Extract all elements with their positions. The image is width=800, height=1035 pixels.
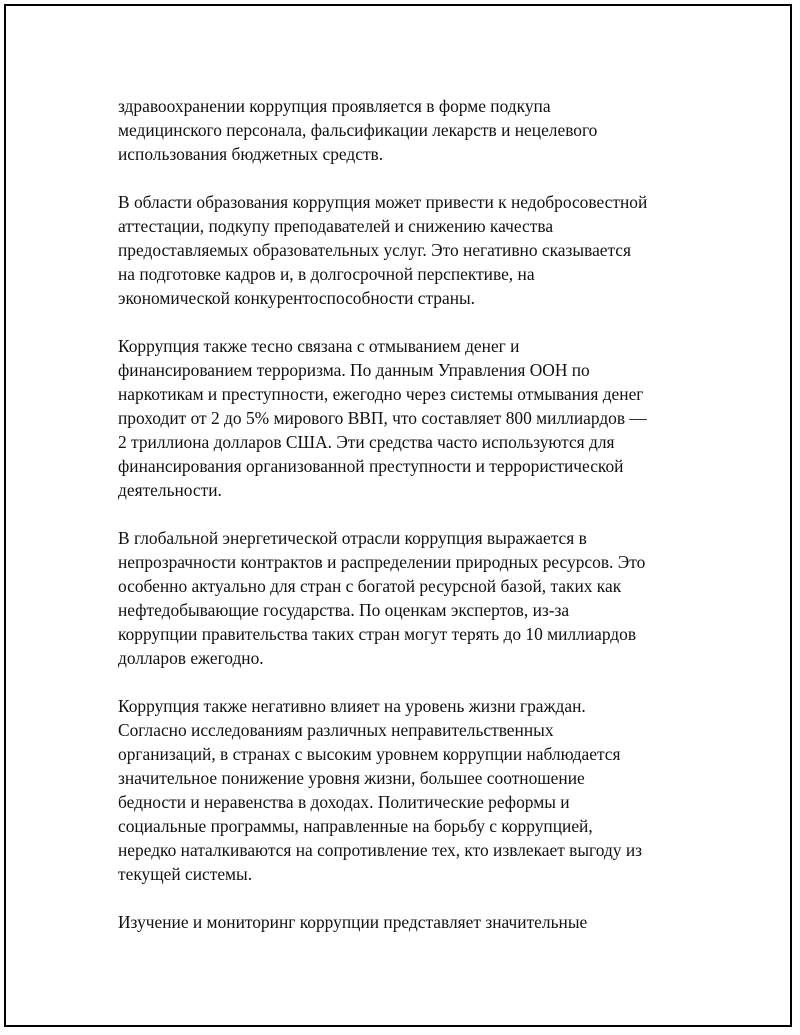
paragraph-living-standards xyxy=(118,694,698,886)
text-line: на подготовке кадров и, в долгосрочной перспективе, на xyxy=(118,264,535,284)
paragraph-money-laundering xyxy=(118,334,698,502)
paragraph-education xyxy=(118,190,698,310)
text-line: текущей системы. xyxy=(118,864,253,884)
text-line: В глобальной энергетической отрасли коррупция выражается в xyxy=(118,528,587,548)
text-line: предоставляемых образовательных услуг. Это негативно сказывается xyxy=(118,240,632,260)
text-line: экономической конкурентоспособности страны. xyxy=(118,288,476,308)
text-line: Изучение и мониторинг коррупции представляет значительные xyxy=(118,912,588,932)
text-line: В области образования коррупция может привести к недобросовестной xyxy=(118,192,648,212)
text-line: нефтедобывающие государства. По оценкам экспертов, из-за xyxy=(118,600,570,620)
text-line: организаций, в странах с высоким уровнем коррупции наблюдается xyxy=(118,744,621,764)
text-line: долларов ежегодно. xyxy=(118,648,264,668)
text-line: Согласно исследованиям различных неправительственных xyxy=(118,720,554,740)
paragraph-energy-sector xyxy=(118,526,698,670)
text-line: бедности и неравенства в доходах. Политические реформы и xyxy=(118,792,570,812)
document-body xyxy=(118,94,698,958)
text-line: использования бюджетных средств. xyxy=(118,144,384,164)
text-line: здравоохранении коррупция проявляется в форме подкупа xyxy=(118,96,551,116)
text-line: Коррупция также негативно влияет на уровень жизни граждан. xyxy=(118,696,586,716)
text-line: финансирования организованной преступности и террористической xyxy=(118,456,624,476)
text-line: аттестации, подкупу преподавателей и снижению качества xyxy=(118,216,554,236)
text-line: коррупции правительства таких стран могут терять до 10 миллиардов xyxy=(118,624,637,644)
text-line: медицинского персонала, фальсификации лекарств и нецелевого xyxy=(118,120,598,140)
text-line: Коррупция также тесно связана с отмыванием денег и xyxy=(118,336,520,356)
text-line: проходит от 2 до 5% мирового ВВП, что составляет 800 миллиардов — xyxy=(118,408,647,428)
text-line: 2 триллиона долларов США. Эти средства часто используются для xyxy=(118,432,615,452)
paragraph-healthcare xyxy=(118,94,698,166)
text-line: нередко наталкиваются на сопротивление тех, кто извлекает выгоду из xyxy=(118,840,643,860)
text-line: социальные программы, направленные на борьбу с коррупцией, xyxy=(118,816,593,836)
text-line: непрозрачности контрактов и распределении природных ресурсов. Это xyxy=(118,552,646,572)
text-line: деятельности. xyxy=(118,480,222,500)
text-line: особенно актуально для стран с богатой ресурсной базой, таких как xyxy=(118,576,622,596)
text-line: наркотикам и преступности, ежегодно через системы отмывания денег xyxy=(118,384,644,404)
text-line: финансированием терроризма. По данным Управления ООН по xyxy=(118,360,590,380)
paragraph-monitoring xyxy=(118,910,698,934)
text-line: значительное понижение уровня жизни, большее соотношение xyxy=(118,768,585,788)
